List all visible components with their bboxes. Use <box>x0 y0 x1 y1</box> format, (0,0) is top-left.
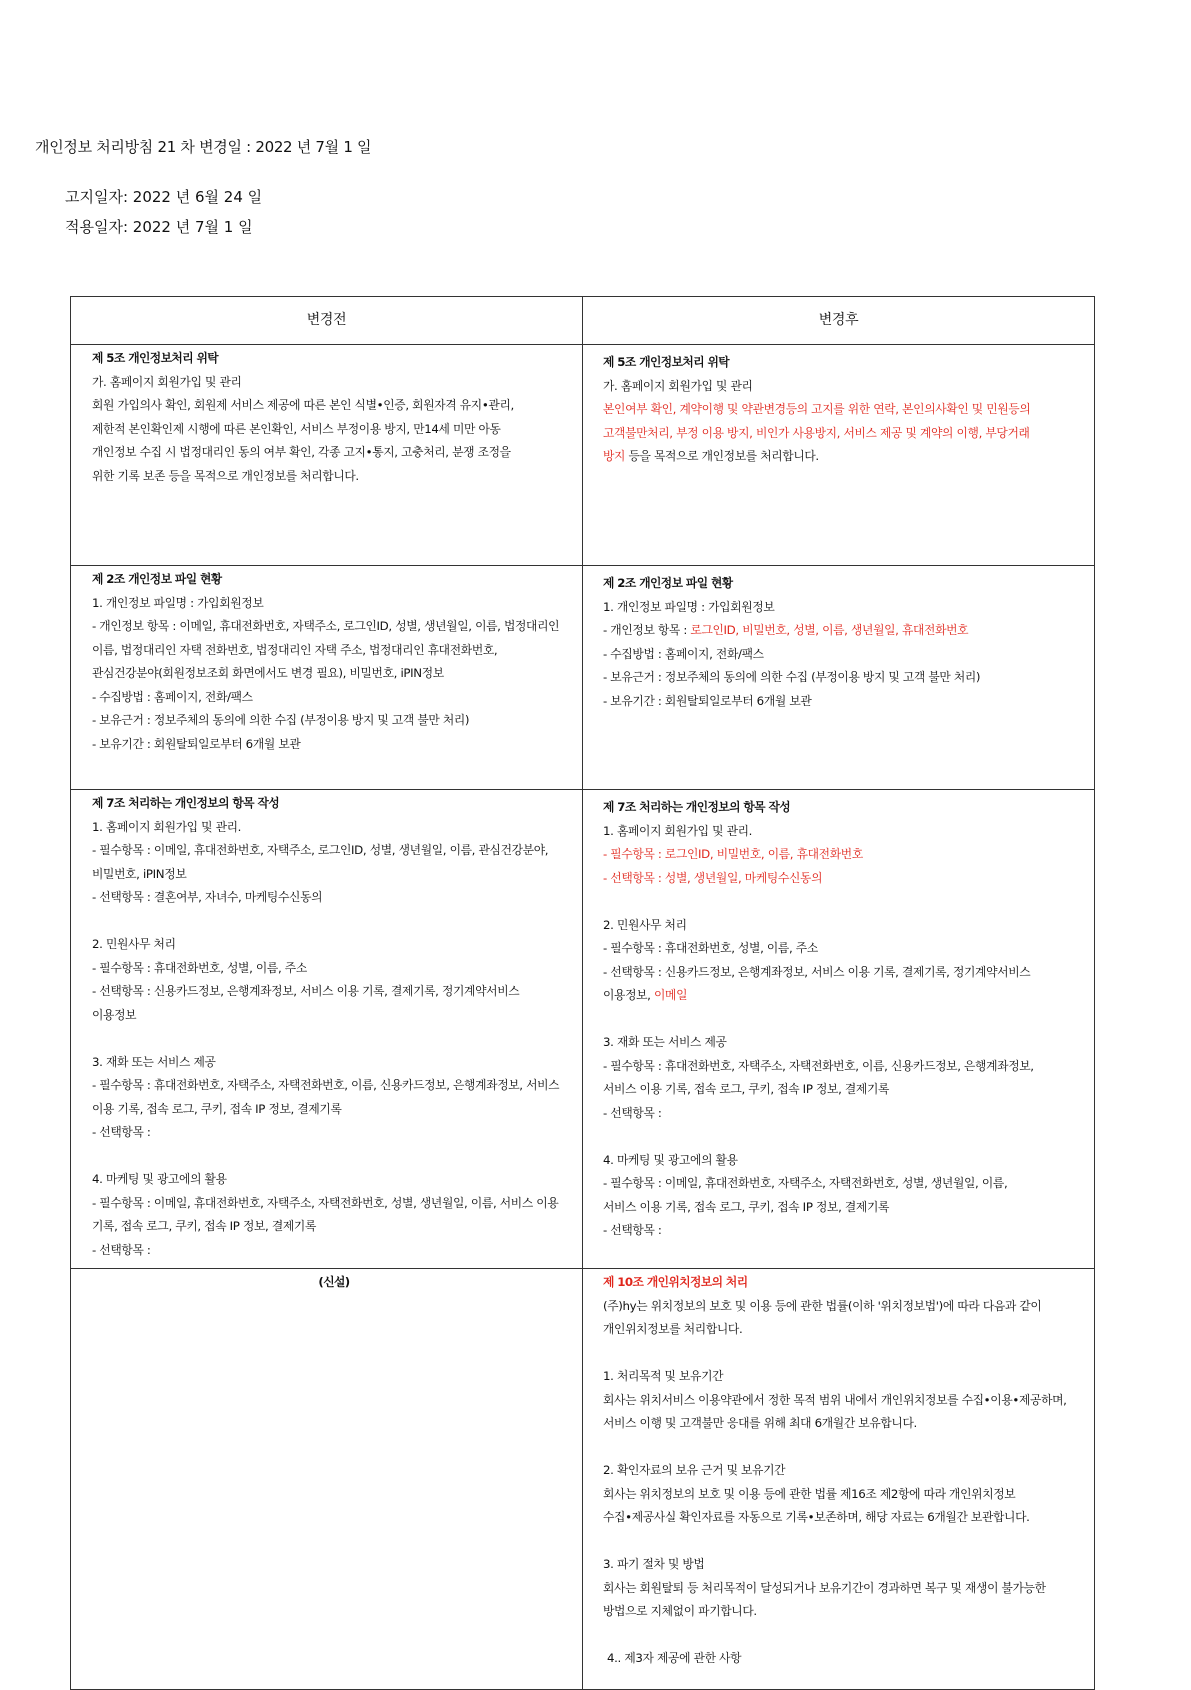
text-line: 관심건강분야(회원정보조회 화면에서도 변경 필요), 비밀번호, iPIN정보 <box>92 666 444 680</box>
spacer <box>92 1027 576 1051</box>
spacer <box>603 1008 1088 1032</box>
text-line: 방법으로 지체없이 파기합니다. <box>603 1604 757 1618</box>
cell-after-article7 <box>583 790 1095 1269</box>
comparison-table <box>70 296 1095 1690</box>
text-line: - 개인정보 항목 : 이메일, 휴대전화번호, 자택주소, 로그인ID, 성별, 생년월일, 이름, 법정대리인 <box>92 619 560 633</box>
table-row <box>71 790 1095 1269</box>
text-line: - 수집방법 : 홈페이지, 전화/팩스 <box>603 646 764 661</box>
section-title: 제 5조 개인정보처리 위탁 <box>603 355 730 369</box>
text-line: 2. 민원사무 처리 <box>603 917 687 932</box>
spacer <box>603 1530 1088 1554</box>
text-line: 1. 개인정보 파일명 : 가입회원정보 <box>603 599 775 614</box>
text-line: 3. 재화 또는 서비스 제공 <box>92 1054 216 1069</box>
new-section-marker: (신설) <box>318 1275 350 1289</box>
cell-before-article7 <box>71 790 583 1269</box>
cell-after-article10 <box>583 1269 1095 1690</box>
text-line: 개인위치정보를 처리합니다. <box>603 1322 743 1336</box>
table-row <box>71 1269 1095 1690</box>
text-line <box>603 619 1088 643</box>
section-title: 제 2조 개인정보 파일 현황 <box>92 572 222 586</box>
spacer <box>603 1436 1088 1460</box>
cell-after-article2 <box>583 566 1095 790</box>
text: - 개인정보 항목 : <box>603 623 691 637</box>
text-line: 1. 홈페이지 회원가입 및 관리. <box>603 823 753 838</box>
text-line: 기록, 접속 로그, 쿠키, 접속 IP 정보, 결제기록 <box>92 1219 317 1233</box>
spacer <box>603 890 1088 914</box>
text-line: 3. 파기 절차 및 방법 <box>603 1557 705 1571</box>
changed-text-line: 본인여부 확인, 계약이행 및 약관변경등의 고지를 위한 연락, 본인의사확인 및 민원등의 <box>603 402 1031 416</box>
text-line: 2. 확인자료의 보유 근거 및 보유기간 <box>603 1463 786 1477</box>
text-line: - 필수항목 : 이메일, 휴대전화번호, 자택주소, 자택전화번호, 성별, 생년월일, 이름, 서비스 이용 <box>92 1195 559 1210</box>
text-line: - 필수항목 : 휴대전화번호, 성별, 이름, 주소 <box>92 960 307 975</box>
text-line: 이름, 법정대리인 자택 전화번호, 법정대리인 자택 주소, 법정대리인 휴대전화번호, <box>92 642 498 657</box>
table-row <box>71 566 1095 790</box>
text-line: - 필수항목 : 휴대전화번호, 자택주소, 자택전화번호, 이름, 신용카드정보, 은행계좌정보, 서비스 <box>92 1078 560 1092</box>
text-line: 1. 개인정보 파일명 : 가입회원정보 <box>92 595 264 610</box>
section-title: 제 7조 처리하는 개인정보의 항목 작성 <box>603 800 791 814</box>
text-line: - 수집방법 : 홈페이지, 전화/팩스 <box>92 689 253 704</box>
text-line: 회사는 위치정보의 보호 및 이용 등에 관한 법률 제16조 제2항에 따라 개인위치정보 <box>603 1486 1016 1501</box>
spacer <box>603 1342 1088 1366</box>
changed-text: 방지 <box>603 449 626 463</box>
text-line <box>603 445 1088 469</box>
text-line: 회사는 회원탈퇴 등 처리목적이 달성되거나 보유기간이 경과하면 복구 및 재생이 불가능한 <box>603 1580 1046 1595</box>
text-line: 2. 민원사무 처리 <box>92 937 176 951</box>
table-header-row <box>71 297 1095 345</box>
cell-before-article10 <box>71 1269 583 1690</box>
text-line: 이용 기록, 접속 로그, 쿠키, 접속 IP 정보, 결제기록 <box>92 1101 342 1116</box>
text-line: - 보유근거 : 정보주체의 동의에 의한 수집 (부정이용 방지 및 고객 불만 처리) <box>92 713 470 727</box>
text: 이용정보, <box>603 988 654 1002</box>
text-line: - 선택항목 : <box>92 1125 151 1139</box>
text-line: - 필수항목 : 휴대전화번호, 성별, 이름, 주소 <box>603 941 818 955</box>
text-line: 가. 홈페이지 회원가입 및 관리 <box>603 378 753 393</box>
text-line: 개인정보 수집 시 법정대리인 동의 여부 확인, 각종 고지•통지, 고충처리, 분쟁 조정을 <box>92 445 511 459</box>
page-title: 개인정보 처리방침 21 차 변경일 : 2022 년 7월 1 일 <box>35 138 372 156</box>
column-header-after: 변경후 <box>583 297 1095 345</box>
changed-text-line: - 필수항목 : 로그인ID, 비밀번호, 이름, 휴대전화번호 <box>603 847 863 861</box>
text-line: - 선택항목 : <box>603 1105 662 1120</box>
cell-before-article2 <box>71 566 583 790</box>
text-line: - 선택항목 : <box>92 1242 151 1257</box>
text-line: - 보유근거 : 정보주체의 동의에 의한 수집 (부정이용 방지 및 고객 불만 처리) <box>603 670 981 684</box>
text-line: - 선택항목 : 신용카드정보, 은행계좌정보, 서비스 이용 기록, 결제기록, 정기계약서비스 <box>92 984 520 998</box>
table-row <box>71 345 1095 566</box>
text-line: 서비스 이행 및 고객불만 응대를 위해 최대 6개월간 보유합니다. <box>603 1416 917 1430</box>
text-line: 수집•제공사실 확인자료를 자동으로 기록•보존하며, 해당 자료는 6개월간 보관합니다. <box>603 1510 1030 1524</box>
text-line: 이용정보 <box>92 1007 137 1022</box>
section-title: 제 10조 개인위치정보의 처리 <box>603 1275 748 1289</box>
section-title: 제 7조 처리하는 개인정보의 항목 작성 <box>92 796 280 810</box>
text-line: - 필수항목 : 이메일, 휴대전화번호, 자택주소, 자택전화번호, 성별, 생년월일, 이름, <box>603 1176 1008 1190</box>
text-line: - 필수항목 : 이메일, 휴대전화번호, 자택주소, 로그인ID, 성별, 생년월일, 이름, 관심건강분야, <box>92 843 549 857</box>
text-line: 3. 재화 또는 서비스 제공 <box>603 1035 727 1049</box>
spacer <box>92 910 576 934</box>
text-line: - 필수항목 : 휴대전화번호, 자택주소, 자택전화번호, 이름, 신용카드정보, 은행계좌정보, <box>603 1058 1034 1073</box>
changed-text-line: - 선택항목 : 성별, 생년월일, 마케팅수신동의 <box>603 870 823 885</box>
text-line: 위한 기록 보존 등을 목적으로 개인정보를 처리합니다. <box>92 468 359 483</box>
spacer <box>92 1145 576 1169</box>
text-line: 서비스 이용 기록, 접속 로그, 쿠키, 접속 IP 정보, 결제기록 <box>603 1082 890 1096</box>
spacer <box>603 1624 1088 1648</box>
cell-before-article5 <box>71 345 583 566</box>
notice-date: 고지일자: 2022 년 6월 24 일 <box>65 188 263 206</box>
apply-date: 적용일자: 2022 년 7월 1 일 <box>65 218 253 236</box>
text-line: - 선택항목 : <box>603 1223 662 1237</box>
text-line: 4.. 제3자 제공에 관한 사항 <box>607 1651 742 1665</box>
text-line: 회사는 위치서비스 이용약관에서 정한 목적 범위 내에서 개인위치정보를 수집•이용•제공하며, <box>603 1392 1067 1407</box>
text-line: 가. 홈페이지 회원가입 및 관리 <box>92 374 242 389</box>
changed-text: 로그인ID, 비밀번호, 성별, 이름, 생년월일, 휴대전화번호 <box>690 623 969 637</box>
text-line: 1. 홈페이지 회원가입 및 관리. <box>92 819 242 834</box>
text-line: - 보유기간 : 회원탈퇴일로부터 6개월 보관 <box>92 736 301 751</box>
text-line: 비밀번호, iPIN정보 <box>92 866 187 881</box>
text-line: 서비스 이용 기록, 접속 로그, 쿠키, 접속 IP 정보, 결제기록 <box>603 1199 890 1214</box>
cell-after-article5 <box>583 345 1095 566</box>
text-line: 4. 마케팅 및 광고에의 활용 <box>92 1172 227 1186</box>
changed-text-line: 고객불만처리, 부정 이용 방지, 비인가 사용방지, 서비스 제공 및 계약의 이행, 부당거래 <box>603 425 1030 440</box>
text-line: - 선택항목 : 결혼여부, 자녀수, 마케팅수신동의 <box>92 890 323 904</box>
section-title: 제 5조 개인정보처리 위탁 <box>92 351 219 365</box>
section-title: 제 2조 개인정보 파일 현황 <box>603 576 733 590</box>
text: 등을 목적으로 개인정보를 처리합니다. <box>625 449 819 463</box>
text-line: 제한적 본인확인제 시행에 따른 본인확인, 서비스 부정이용 방지, 만14세 미만 아동 <box>92 421 501 436</box>
text-line: (주)hy는 위치정보의 보호 및 이용 등에 관한 법률(이하 '위치정보법')에 따라 다음과 같이 <box>603 1298 1042 1313</box>
text-line <box>603 984 1088 1008</box>
text-line: 4. 마케팅 및 광고에의 활용 <box>603 1152 738 1167</box>
text-line: 회원 가입의사 확인, 회원제 서비스 제공에 따른 본인 식별•인증, 회원자격 유지•관리, <box>92 398 514 412</box>
text-line: 1. 처리목적 및 보유기간 <box>603 1369 724 1383</box>
column-header-before: 변경전 <box>71 297 583 345</box>
spacer <box>603 1125 1088 1149</box>
text-line: - 보유기간 : 회원탈퇴일로부터 6개월 보관 <box>603 693 812 708</box>
changed-text: 이메일 <box>653 988 688 1002</box>
text-line: - 선택항목 : 신용카드정보, 은행계좌정보, 서비스 이용 기록, 결제기록, 정기계약서비스 <box>603 964 1031 979</box>
